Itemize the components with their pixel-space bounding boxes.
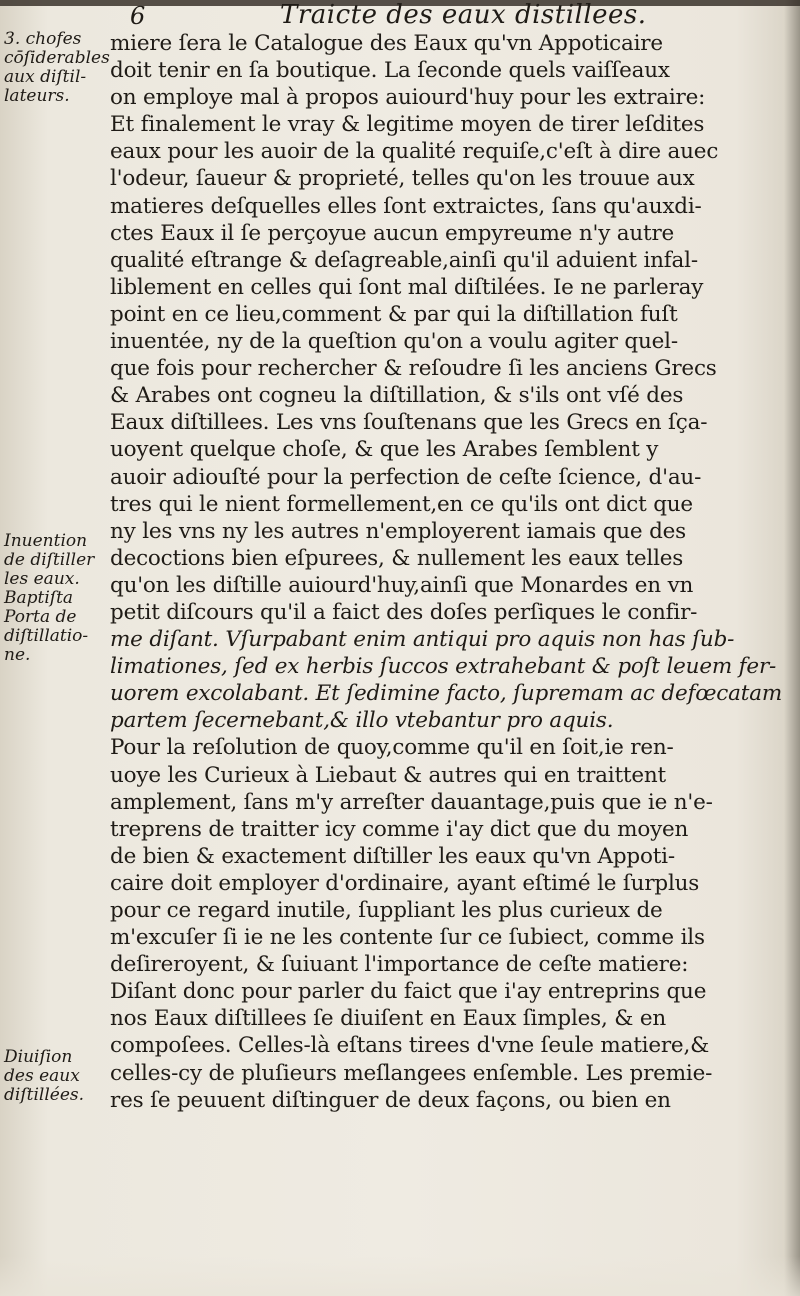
text-line: celles-cy de pluſieurs meſlangees enſemble. Les premie- (110, 1060, 713, 1086)
text-line: partem ſecernebant,& illo vtebantur pro aquis. (110, 708, 614, 734)
text-line: deſireroyent, & ſuiuant l'importance de ceſte matiere: (110, 952, 689, 978)
margin-note-line: de diſtiller (4, 550, 95, 570)
text-line: qu'on les diſtille auiourd'huy,ainſi que Monardes en vn (110, 572, 694, 598)
text-line: que fois pour rechercher & reſoudre ſi les anciens Grecs (110, 356, 717, 382)
text-line: compoſees. Celles-là eſtans tirees d'vne ſeule matiere,& (110, 1033, 710, 1059)
text-line: Diſant donc pour parler du faict que i'ay entreprins que (110, 979, 707, 1005)
text-line: pour ce regard inutile, ſuppliant les plus curieux de (110, 898, 663, 923)
text-line: miere ſera le Catalogue des Eaux qu'vn Appoticaire (110, 31, 663, 56)
bottom-fade (0, 1256, 800, 1296)
text-line: qualité eſtrange & deſagreable,ainſi qu'il aduient infal- (110, 247, 698, 273)
margin-note-line: les eaux. (4, 569, 80, 589)
page-header (120, 0, 780, 30)
text-line: uoyent quelque choſe, & que les Arabes ſemblent y (110, 437, 659, 463)
text-line: de bien & exactement diſtiller les eaux qu'vn Appoti- (110, 843, 675, 869)
margin-note-line: Diuiſion (4, 1047, 73, 1067)
margin-note-line: Baptiſta (4, 588, 74, 608)
text-line: me diſant. Vſurpabant enim antiqui pro aquis non has ſub- (110, 627, 735, 653)
text-line: & Arabes ont cogneu la diſtillation, & s'ils ont vſé des (110, 383, 684, 409)
margin-notes (4, 0, 114, 1296)
margin-note-line: ne. (4, 645, 31, 665)
text-line: tres qui le nient formellement,en ce qu'ils ont dict que (110, 491, 693, 517)
margin-note-considerations (4, 30, 114, 106)
text-line: decoctions bien eſpurees, & nullement les eaux telles (110, 545, 684, 571)
text-line: uoye les Curieux à Liebaut & autres qui en traittent (110, 762, 666, 788)
text-line: limationes, ſed ex herbis ſuccos extrahebant & poſt leuem fer- (110, 654, 777, 680)
text-line: Pour la reſolution de quoy,comme qu'il en ſoit,ie ren- (110, 735, 674, 761)
margin-note-line: lateurs. (4, 86, 70, 106)
text-line: inuentée, ny de la queſtion qu'on a voulu agiter quel- (110, 329, 678, 355)
text-line: uorem excolabant. Et ſedimine facto, ſupremam ac defœcatam (110, 681, 783, 707)
text-line: treprens de traitter icy comme i'ay dict que du moyen (110, 816, 689, 842)
body-text (110, 30, 790, 1114)
text-line: nos Eaux diſtillees ſe diuiſent en Eaux ſimples, & en (110, 1006, 666, 1032)
running-title: Traicte des eaux distillees. (280, 0, 647, 30)
margin-note-line: des eaux (4, 1066, 80, 1086)
text-line: liblement en celles qui ſont mal diſtilées. Ie ne parleray (110, 274, 704, 300)
text-line: matieres deſquelles elles ſont extraictes, ſans qu'auxdi- (110, 193, 702, 219)
text-line: Et finalement le vray & legitime moyen de tirer leſdites (110, 112, 705, 138)
margin-note-line: 3. chofes (4, 29, 82, 49)
margin-note-line: aux diſtil- (4, 67, 87, 87)
text-line: caire doit employer d'ordinaire, ayant eſtimé le ſurplus (110, 870, 700, 896)
margin-note-line: diſtillées. (4, 1085, 85, 1105)
margin-note-line: Inuention (4, 531, 88, 551)
text-line: m'excuſer ſi ie ne les contente ſur ce ſubiect, comme ils (110, 925, 705, 951)
margin-note-division (4, 1048, 114, 1105)
text-line: petit diſcours qu'il a faict des doſes perſiques le confir- (110, 599, 698, 625)
text-line: Eaux diſtillees. Les vns ſouſtenans que les Grecs en ſça- (110, 410, 708, 436)
text-line: ny les vns ny les autres n'employerent iamais que des (110, 518, 686, 544)
margin-note-line: diſtillatio- (4, 626, 89, 646)
text-line: ctes Eaux il ſe perçoyue aucun empyreume n'y autre (110, 220, 675, 246)
margin-note-line: cōſiderables (4, 48, 110, 68)
text-line: point en ce lieu,comment & par qui la diſtillation fuſt (110, 301, 678, 327)
text-line: eaux pour les auoir de la qualité requiſe,c'eſt à dire auec (110, 139, 719, 165)
text-line: amplement, ſans m'y arreſter dauantage,puis que ie n'e- (110, 789, 713, 815)
page-number: 6 (130, 2, 146, 30)
text-line: on employe mal à propos auiourd'huy pour les extraire: (110, 85, 706, 111)
margin-note-line: Porta de (4, 607, 77, 627)
text-line: doit tenir en ſa boutique. La ſeconde quels vaiſſeaux (110, 58, 670, 84)
text-line: l'odeur, ſaueur & proprieté, telles qu'on les trouue aux (110, 166, 695, 192)
text-line: auoir adiouſté pour la perfection de ceſte ſcience, d'au- (110, 464, 702, 490)
text-line: res ſe peuuent diſtinguer de deux façons, ou bien en (110, 1087, 671, 1113)
margin-note-invention (4, 532, 114, 665)
gutter-shadow (784, 0, 800, 1296)
